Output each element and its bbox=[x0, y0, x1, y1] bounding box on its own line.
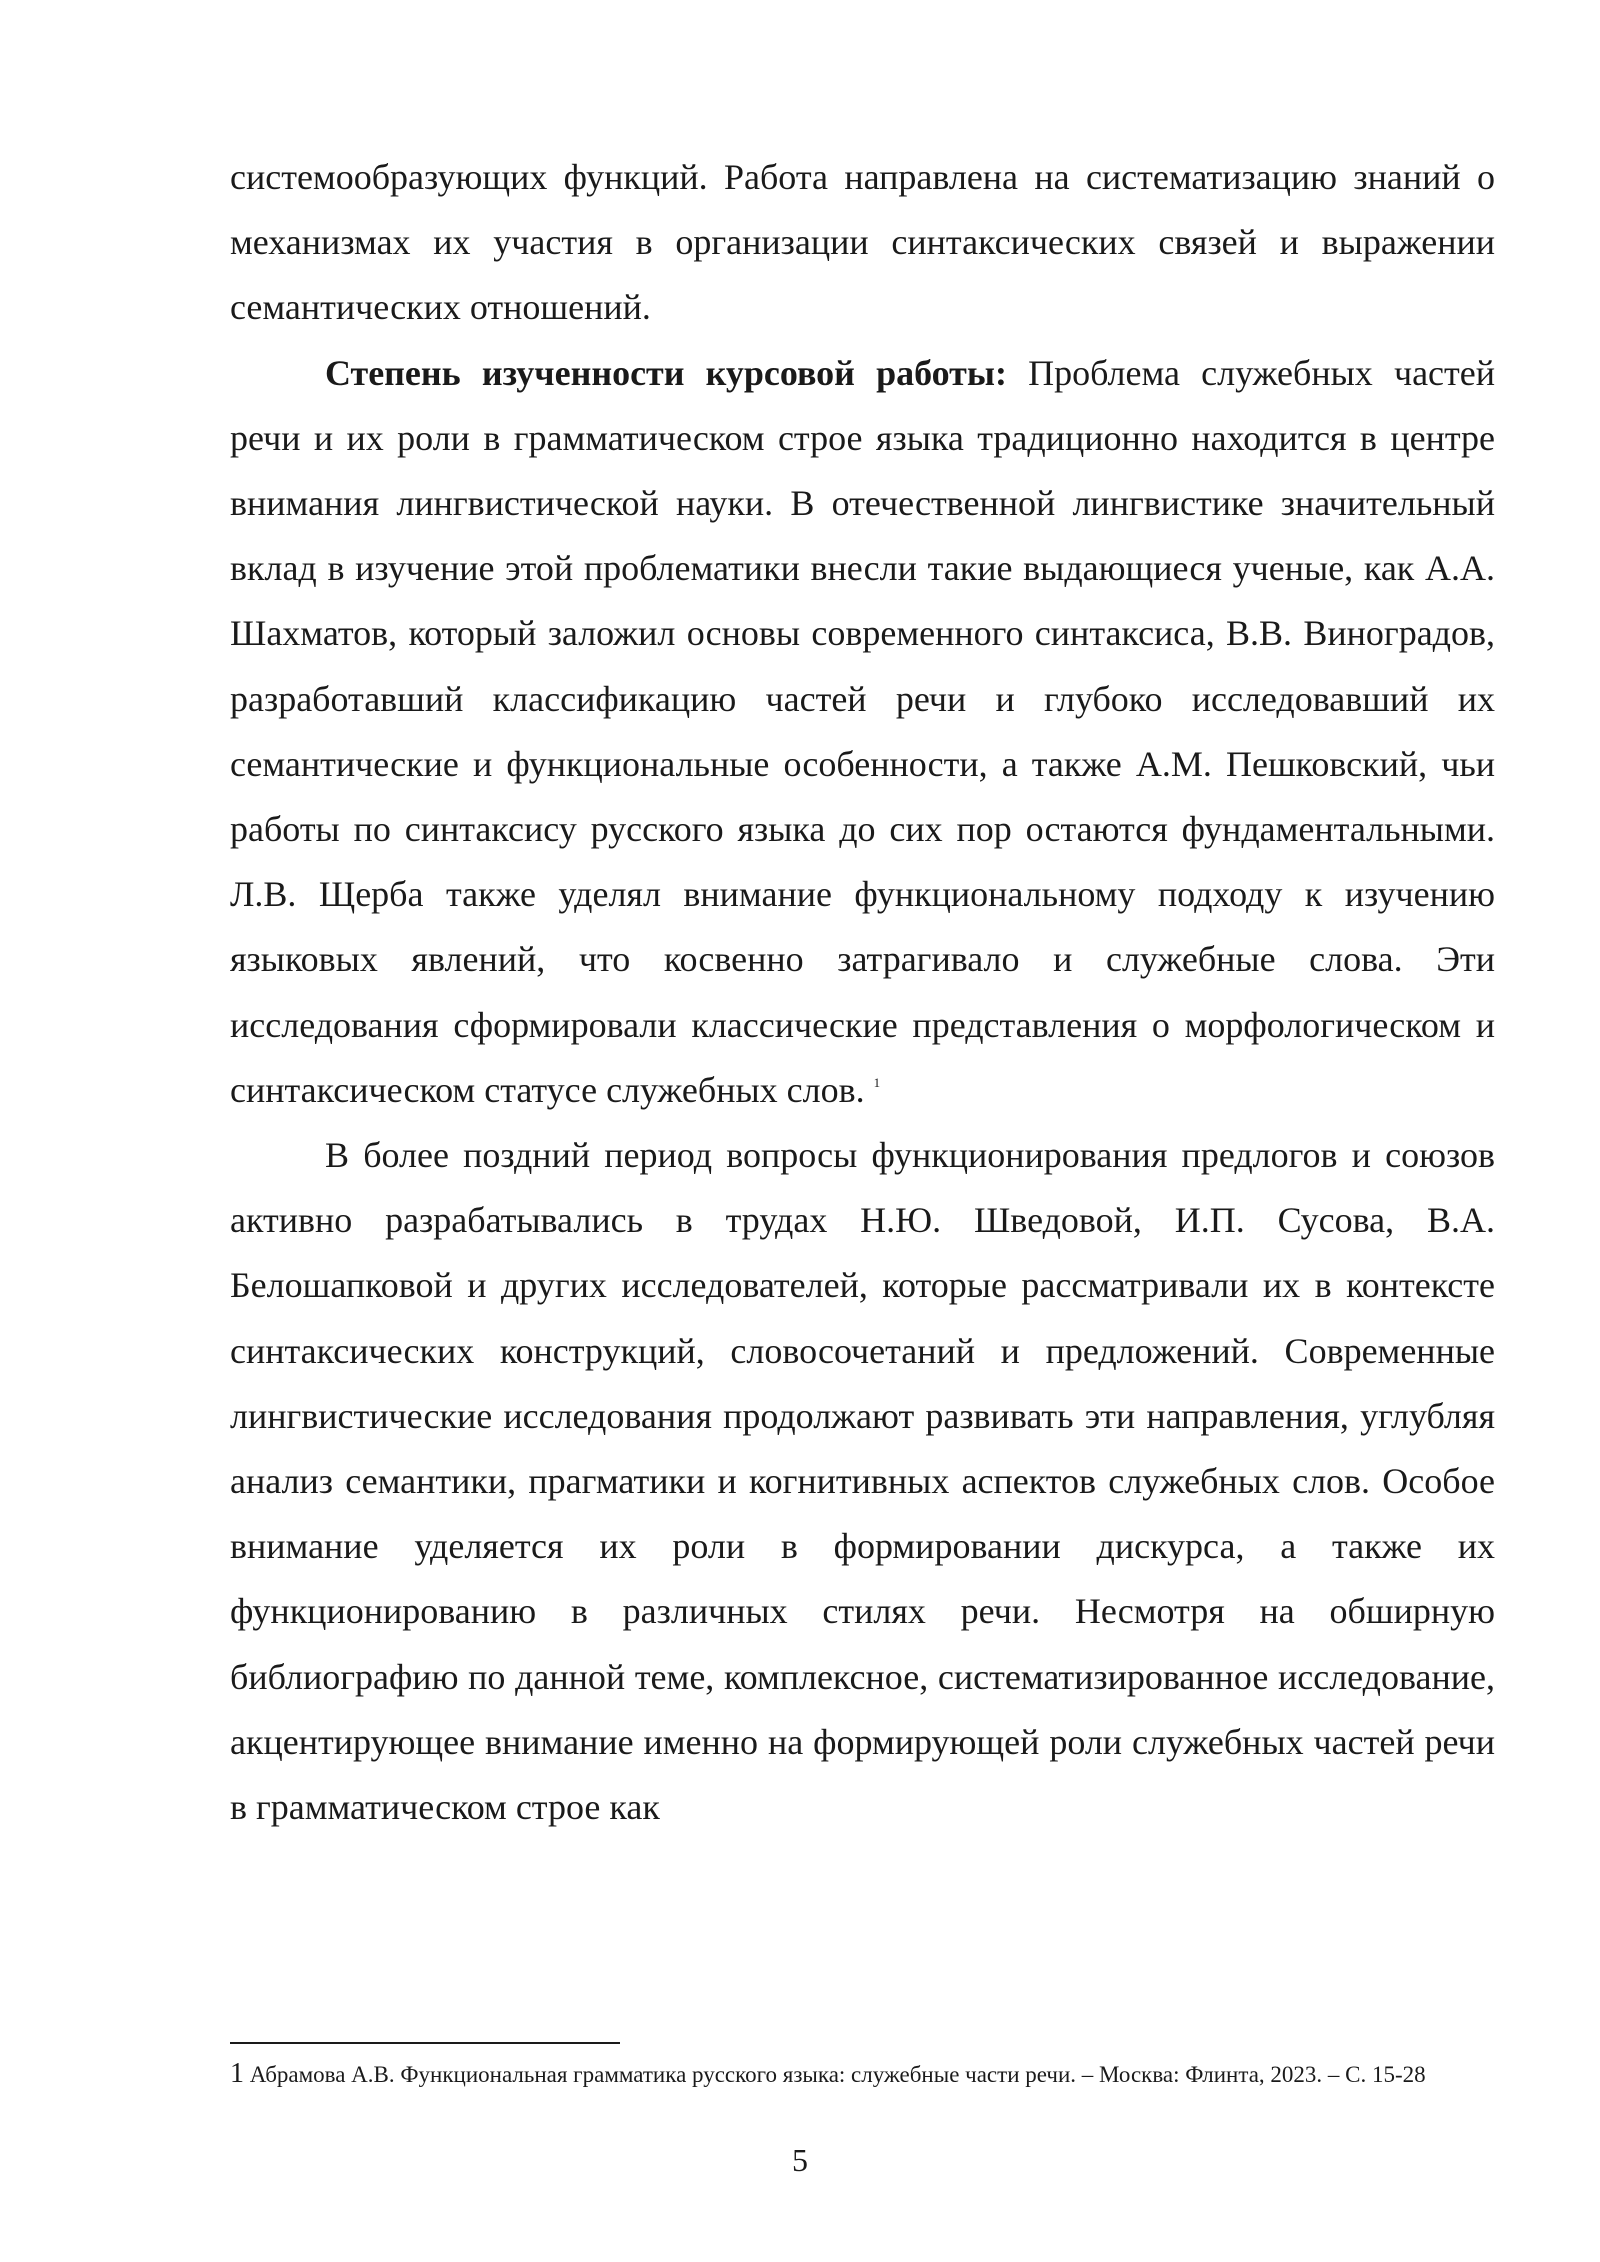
footnote bbox=[230, 2058, 1495, 2090]
paragraph-1-text: системообразующих функций. Работа направлена на систематизацию знаний о механизмах их участия в организации синтаксических связей и выражении семантических отношений. bbox=[230, 157, 1495, 328]
body-text bbox=[230, 145, 1495, 1840]
paragraph-1 bbox=[230, 145, 1495, 341]
footnote-text: Абрамова А.В. Функциональная грамматика русского языка: служебные части речи. – Москва: Флинта, 2023. – С. 15-28 bbox=[244, 2062, 1426, 2087]
footnote-number: 1 bbox=[230, 2058, 244, 2089]
paragraph-3 bbox=[230, 1123, 1495, 1840]
paragraph-2 bbox=[230, 341, 1495, 1123]
paragraph-2-text: Проблема служебных частей речи и их роли в грамматическом строе языка традиционно находится в центре внимания лингвистической науки. В отечественной лингвистике значительный вклад в изучение этой проблематики внесли такие выдающиеся ученые, как А.А. Шахматов, который заложил основы современного синтаксиса, В.В. Виноградов, разработавший классификацию частей речи и глубоко исследовавший их семантические и функциональные особенности, а также А.М. Пешковский, чьи работы по синтаксису русского языка до сих пор остаются фундаментальными. Л.В. Щерба также уделял внимание функциональному подходу к изучению языковых явлений, что косвенно затрагивало и служебные слова. Эти исследования сформировали классические представления о морфологическом и синтаксическом статусе служебных слов. bbox=[230, 352, 1495, 1110]
footnote-reference[interactable]: 1 bbox=[873, 1074, 881, 1090]
section-heading-study-degree: Степень изученности курсовой работы: bbox=[325, 352, 1007, 393]
paragraph-3-text: В более поздний период вопросы функционирования предлогов и союзов активно разрабатывались в трудах Н.Ю. Шведовой, И.П. Сусова, В.А. Белошапковой и других исследователей, которые рассматривали их в контексте синтаксических конструкций, словосочетаний и предложений. Современные лингвистические исследования продолжают развивать эти направления, углубляя анализ семантики, прагматики и когнитивных аспектов служебных слов. Особое внимание уделяется их роли в формировании дискурса, а также их функционированию в различных стилях речи. Несмотря на обширную библиографию по данной теме, комплексное, систематизированное исследование, акцентирующее внимание именно на формирующей роли служебных частей речи в грамматическом строе как bbox=[230, 1135, 1495, 1828]
footnote-separator bbox=[230, 2042, 620, 2044]
page-number: 5 bbox=[792, 2142, 808, 2178]
